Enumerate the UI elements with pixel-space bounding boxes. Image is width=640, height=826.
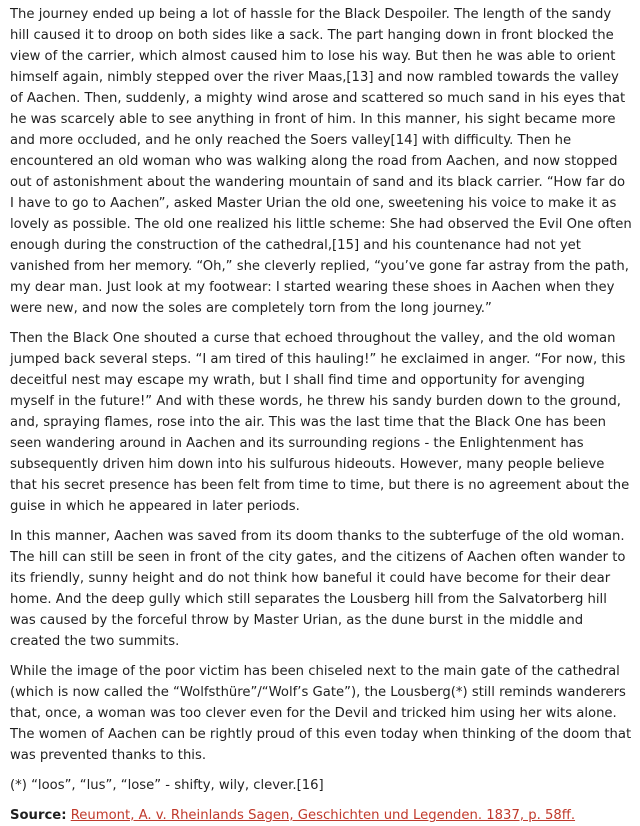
source-line bbox=[10, 805, 632, 826]
paragraph-1: The journey ended up being a lot of hassle for the Black Despoiler. The length of the sandy hill caused it to droop on both sides like a sack. The part hanging down in front blocked the view of the carrier, which almost caused him to lose his way. But then he was able to orient himself again, nimbly stepped over the river Maas,[13] and now rambled towards the valley of Aachen. Then, suddenly, a mighty wind arose and scattered so much sand in his eyes that he was scarcely able to see anything in front of him. In this manner, his sight became more and more occluded, and he only reached the Soers valley[14] with difficulty. Then he encountered an old woman who was walking along the road from Aachen, and now stopped out of astonishment about the wandering mountain of sand and its black carrier. “How far do I have to go to Aachen”, asked Master Urian the old one, sweetening his voice to make it as lovely as possible. The old one realized his little scheme: She had observed the Evil One often enough during the construction of the cathedral,[15] and his countenance had not yet vanished from her memory. “Oh,” she cleverly replied, “you’ve gone far astray from the path, my dear man. Just look at my footwear: I started wearing these shoes in Aachen when they were new, and now the soles are completely torn from the long journey.” bbox=[10, 7, 632, 316]
paragraph-4: While the image of the poor victim has been chiseled next to the main gate of the cathedral (which is now called the “Wolfsthüre”/“Wolf’s Gate”), the Lousberg(*) still reminds wanderers that, once, a woman was too clever even for the Devil and tricked him using her wits alone. The women of Aachen can be rightly proud of this even today when thinking of the doom that was prevented thanks to this. bbox=[10, 664, 632, 763]
paragraph-2: Then the Black One shouted a curse that echoed throughout the valley, and the old woman jumped back several steps. “I am tired of this hauling!” he exclaimed in anger. “For now, this deceitful nest may escape my wrath, but I shall find time and opportunity for avenging myself in the future!” And with these words, he threw his sandy burden down to the ground, and, spraying flames, rose into the air. This was the last time that the Black One has been seen wandering around in Aachen and its surrounding regions - the Enlightenment has subsequently driven him down into his sulfurous hideouts. However, many people believe that his secret presence has been felt from time to time, but there is no agreement about the guise in which he appeared in later periods. bbox=[10, 331, 630, 514]
source-label: Source: bbox=[10, 808, 67, 823]
source-link[interactable]: Reumont, A. v. Rheinlands Sagen, Geschichten und Legenden. 1837, p. 58ff. bbox=[70, 808, 576, 823]
paragraph-3: In this manner, Aachen was saved from its doom thanks to the subterfuge of the old woman. The hill can still be seen in front of the city gates, and the citizens of Aachen often wander to its friendly, sunny height and do not think how baneful it could have become for their dear home. And the deep gully which still separates the Lousberg hill from the Salvatorberg hill was caused by the forceful throw by Master Urian, as the dune burst in the middle and created the two summits. bbox=[10, 529, 626, 649]
footnote: (*) “loos”, “lus”, “lose” - shifty, wily, clever.[16] bbox=[10, 778, 324, 793]
